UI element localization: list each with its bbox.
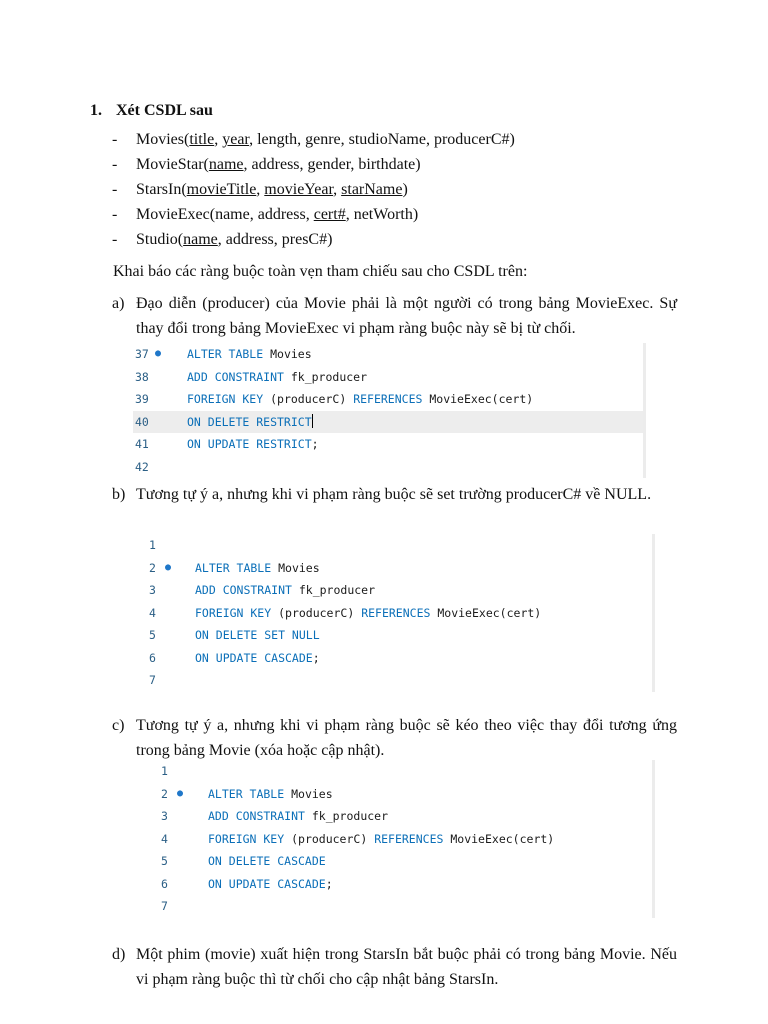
line-number: 5 xyxy=(149,628,156,642)
line-number: 5 xyxy=(161,854,168,868)
line-number: 41 xyxy=(135,437,149,451)
sql-identifier: MovieExec(cert) xyxy=(430,605,542,620)
key-attribute: name xyxy=(183,231,218,248)
item-b xyxy=(112,482,677,507)
sql-keyword: ALTER TABLE xyxy=(208,786,285,801)
code-line xyxy=(137,557,652,580)
sql-identifier: (producerC) xyxy=(284,831,375,846)
sql-identifier: Movies xyxy=(284,786,333,801)
schema-text: , xyxy=(256,181,265,198)
code-text xyxy=(187,433,319,456)
code-text xyxy=(187,388,533,411)
code-text xyxy=(187,366,367,389)
schema-text: Studio( xyxy=(136,231,184,248)
schema-item xyxy=(112,152,515,177)
code-line xyxy=(133,433,643,456)
line-number: 2 xyxy=(149,560,156,575)
exercise-heading xyxy=(90,101,213,121)
line-number: 42 xyxy=(135,459,149,474)
sql-keyword: REFERENCES xyxy=(374,831,444,846)
schema-text: , xyxy=(333,181,342,198)
code-line xyxy=(137,579,652,602)
sql-identifier: ; xyxy=(312,650,320,665)
schema-item xyxy=(112,127,515,152)
sql-identifier: (producerC) xyxy=(263,392,354,406)
code-line xyxy=(137,828,652,851)
key-attribute: cert# xyxy=(313,206,346,223)
code-text xyxy=(187,411,313,434)
sql-identifier: fk_producer xyxy=(283,369,368,384)
item-text: Đạo diễn (producer) của Movie phải là một người có trong bảng MovieExec. Sự thay đổi trong bảng MovieExec vi phạm ràng buộc này sẽ bị từ chối. xyxy=(136,295,677,337)
sql-keyword: ON UPDATE CASCADE xyxy=(208,876,326,891)
code-line xyxy=(137,895,652,918)
list-dash: - xyxy=(112,231,118,248)
sql-identifier: (producerC) xyxy=(271,605,362,620)
list-dash: - xyxy=(112,181,118,198)
code-line xyxy=(137,602,652,625)
schema-text: StarsIn( xyxy=(136,181,187,198)
code-screenshot-c xyxy=(137,760,655,918)
line-number: 4 xyxy=(149,605,156,620)
line-number: 6 xyxy=(161,876,168,891)
item-label: c) xyxy=(112,717,125,734)
line-number: 38 xyxy=(135,369,149,384)
list-dash: - xyxy=(112,206,118,223)
sql-keyword: FOREIGN KEY xyxy=(187,392,264,406)
text-cursor xyxy=(312,414,313,428)
code-text xyxy=(208,828,554,851)
sql-identifier: Movies xyxy=(271,560,320,575)
code-line xyxy=(137,534,652,557)
schema-text: MovieExec(name, address, xyxy=(136,206,314,223)
sql-keyword: ON UPDATE CASCADE xyxy=(195,650,313,665)
schema-item xyxy=(112,227,515,252)
code-line xyxy=(137,760,652,783)
schema-text: , length, genre, studioName, producerC#) xyxy=(249,131,515,148)
code-line xyxy=(133,456,643,479)
schema-text: ) xyxy=(402,181,408,198)
schema-text: , address, gender, birthdate) xyxy=(243,156,421,173)
code-line xyxy=(137,805,652,828)
item-label: b) xyxy=(112,486,126,503)
sql-keyword: ADD CONSTRAINT xyxy=(195,583,292,597)
code-text xyxy=(208,850,326,873)
sql-keyword: ALTER TABLE xyxy=(195,560,272,575)
key-attribute: year xyxy=(222,131,250,148)
item-text: Tương tự ý a, nhưng khi vi phạm ràng buộc sẽ set trường producerC# về NULL. xyxy=(136,486,652,503)
code-line xyxy=(137,647,652,670)
key-attribute: movieTitle xyxy=(186,181,257,198)
key-attribute: title xyxy=(189,131,215,148)
item-d xyxy=(112,942,677,992)
sql-keyword: ON DELETE SET NULL xyxy=(195,628,320,642)
item-label: a) xyxy=(112,295,125,312)
line-number: 6 xyxy=(149,650,156,665)
schema-item xyxy=(112,177,515,202)
item-a xyxy=(112,291,677,341)
item-text: Tương tự ý a, nhưng khi vi phạm ràng buộc sẽ kéo theo việc thay đổi tương ứng trong bảng Movie (xóa hoặc cập nhật). xyxy=(136,717,677,759)
code-line xyxy=(137,624,652,647)
item-text: Một phim (movie) xuất hiện trong StarsIn bắt buộc phải có trong bảng Movie. Nếu vi phạm ràng buộc thì từ chối cho cập nhật bảng StarsIn. xyxy=(136,946,677,988)
line-number: 7 xyxy=(161,899,168,913)
sql-keyword: ON DELETE RESTRICT xyxy=(187,414,312,429)
key-attribute: movieYear xyxy=(264,181,334,198)
sql-keyword: ADD CONSTRAINT xyxy=(208,809,305,823)
code-line xyxy=(137,850,652,873)
code-text xyxy=(195,602,541,625)
sql-keyword: ADD CONSTRAINT xyxy=(187,369,284,384)
code-text xyxy=(187,343,312,366)
schema-text: , netWorth) xyxy=(345,206,419,223)
sql-identifier: MovieExec(cert) xyxy=(443,831,555,846)
sql-identifier: ; xyxy=(325,876,333,891)
line-number: 37 xyxy=(135,347,149,361)
line-number: 40 xyxy=(135,414,149,429)
line-number: 4 xyxy=(161,831,168,846)
heading-number: 1. xyxy=(90,102,102,119)
schema-text: Movies( xyxy=(136,131,190,148)
code-text xyxy=(195,557,320,580)
code-text xyxy=(208,805,388,828)
line-number: 39 xyxy=(135,392,149,406)
sql-keyword: ON DELETE CASCADE xyxy=(208,854,326,868)
line-number: 3 xyxy=(161,809,168,823)
code-text xyxy=(208,783,333,806)
sql-identifier: fk_producer xyxy=(291,583,376,597)
sql-keyword: FOREIGN KEY xyxy=(208,831,285,846)
sql-keyword: FOREIGN KEY xyxy=(195,605,272,620)
line-number: 1 xyxy=(149,538,156,552)
code-screenshot-b xyxy=(137,534,655,692)
code-line xyxy=(133,366,643,389)
sql-identifier: MovieExec(cert) xyxy=(422,392,534,406)
code-line xyxy=(137,783,652,806)
code-text xyxy=(195,647,320,670)
sql-identifier: ; xyxy=(311,437,319,451)
item-c xyxy=(112,713,677,763)
sql-keyword: ON UPDATE RESTRICT xyxy=(187,437,312,451)
code-text xyxy=(208,873,333,896)
sql-identifier: Movies xyxy=(263,347,312,361)
code-text xyxy=(195,579,375,602)
schema-list xyxy=(112,127,515,252)
sql-keyword: REFERENCES xyxy=(353,392,423,406)
schema-text: , xyxy=(214,131,223,148)
sql-identifier: fk_producer xyxy=(304,809,389,823)
list-dash: - xyxy=(112,156,118,173)
schema-text: MovieStar( xyxy=(136,156,209,173)
code-screenshot-a xyxy=(133,343,646,478)
line-number: 7 xyxy=(149,673,156,687)
schema-text: , address, presC#) xyxy=(217,231,333,248)
sql-keyword: ALTER TABLE xyxy=(187,347,264,361)
code-line xyxy=(133,343,643,366)
code-line xyxy=(133,388,643,411)
line-number: 1 xyxy=(161,764,168,778)
list-dash: - xyxy=(112,131,118,148)
breakpoint-dot-icon: ● xyxy=(165,561,172,573)
breakpoint-dot-icon: ● xyxy=(177,787,184,799)
item-label: d) xyxy=(112,946,126,963)
code-line xyxy=(137,873,652,896)
key-attribute: name xyxy=(208,156,244,173)
code-line xyxy=(133,411,643,434)
breakpoint-dot-icon: ● xyxy=(155,348,162,359)
key-attribute: starName xyxy=(341,181,403,198)
sql-keyword: REFERENCES xyxy=(361,605,431,620)
heading-title: Xét CSDL sau xyxy=(116,102,213,119)
line-number: 2 xyxy=(161,786,168,801)
intro-text: Khai báo các ràng buộc toàn vẹn tham chiếu sau cho CSDL trên: xyxy=(113,263,528,280)
line-number: 3 xyxy=(149,583,156,597)
code-line xyxy=(137,669,652,692)
code-text xyxy=(195,624,320,647)
schema-item xyxy=(112,202,515,227)
